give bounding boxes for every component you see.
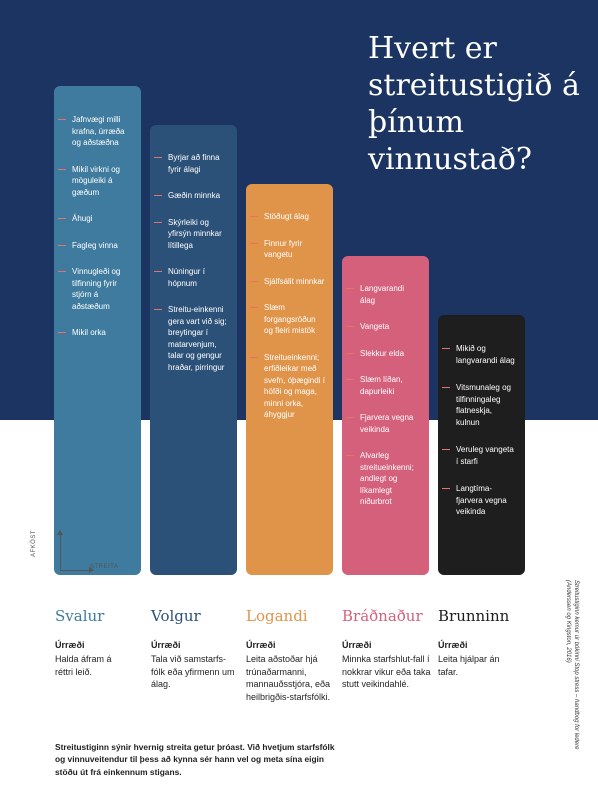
- list-item: Streitu-einkenni gera vart við sig; breytingar í matarvenjum, talar og gengur hraðar, pirringur: [150, 304, 237, 373]
- axis-label-horizontal: STREITA: [90, 564, 119, 570]
- resource-text-svalur: Halda áfram á réttri leið.: [55, 654, 112, 677]
- resource-text-logandi: Leita aðstoðar hjá trúnaðarmanni, mannauðsstjóra, eða heilbrigðis-starfsfólki.: [246, 654, 331, 702]
- list-item: Langtíma-fjarvera vegna veikinda: [438, 483, 525, 518]
- list-item: Streitueinkenni; erfiðleikar með svefn, óþægindi í höfði og maga, minni orka, áhyggjur: [246, 352, 333, 421]
- list-item: Slæm líðan, dapurleiki: [342, 374, 429, 397]
- list-item: Sjálfsálit minnkar: [246, 276, 333, 288]
- level-column-svalur: [54, 86, 141, 575]
- list-item: Langvarandi álag: [342, 283, 429, 306]
- list-item: Slæm forgangsröðun og fleiri mistök: [246, 302, 333, 337]
- level-column-logandi: [246, 184, 333, 575]
- list-item: Byrjar að finna fyrir álagi: [150, 152, 237, 175]
- resource-label: Úrræði: [246, 640, 276, 650]
- list-item: Alvarleg streitueinkenni; andlegt og líkamlegt niðurbrot: [342, 450, 429, 508]
- axis-vertical-line: [60, 534, 61, 571]
- page-title: Hvert er streitustigið á þínum vinnustað?: [368, 31, 580, 177]
- arrow-up-icon: [57, 530, 63, 535]
- level-column-brunninn: [438, 315, 525, 575]
- level-name-volgur: Volgur: [151, 607, 201, 625]
- axis-horizontal-line: [60, 570, 90, 571]
- list-item: Jafnvægi milli krafna, úrræða og aðstæðna: [54, 114, 141, 149]
- list-item: Vangeta: [342, 321, 429, 333]
- list-item: Finnur fyrir vangetu: [246, 238, 333, 261]
- list-item: Fjarvera vegna veikinda: [342, 412, 429, 435]
- level-name-svalur: Svalur: [55, 607, 105, 625]
- level-name-brunninn: Brunninn: [438, 607, 510, 625]
- resource-text-brunninn: Leita hjálpar án tafar.: [438, 654, 500, 677]
- resource-label: Úrræði: [438, 640, 468, 650]
- list-item: Núningur í hópnum: [150, 266, 237, 289]
- resource-label: Úrræði: [342, 640, 372, 650]
- list-item: Gæðin minnka: [150, 190, 237, 202]
- list-item: Vinnugleði og tilfinning fyrir stjórn á aðstæðum: [54, 266, 141, 312]
- list-item: Áhugi: [54, 213, 141, 225]
- list-item: Mikil orka: [54, 327, 141, 339]
- source-note: Streitustiginn kemur úr bókinni Stop stress – handbog for ledere (Anderssen og Kingston, 2016): [565, 580, 579, 750]
- level-column-braednadur: [342, 256, 429, 575]
- resource-label: Úrræði: [55, 640, 85, 650]
- resource-label: Úrræði: [151, 640, 181, 650]
- footer-text: Streitustiginn sýnir hvernig streita getur þróast. Við hvetjum starfsfólk og vinnuveitendur til þess að kynna sér hann vel og meta sína eigin stöðu út frá einkennum stigans.: [55, 742, 335, 777]
- list-item: Fagleg vinna: [54, 240, 141, 252]
- resource-text-volgur: Tala við samstarfs-fólk eða yfirmenn um álag.: [151, 654, 235, 689]
- list-item: Skýrleiki og yfirsýn minnkar lítillega: [150, 217, 237, 252]
- list-item: Mikil virkni og möguleiki á gæðum: [54, 164, 141, 199]
- resource-text-braednadur: Minnka starfshlut-fall í nokkrar vikur eða taka stutt veikindahlé.: [342, 654, 431, 689]
- axis-label-vertical: AFKÖST: [31, 529, 37, 557]
- level-name-braednadur: Bráðnaður: [342, 607, 423, 625]
- list-item: Slekkur elda: [342, 348, 429, 360]
- level-column-volgur: [150, 125, 237, 575]
- level-name-logandi: Logandi: [246, 607, 308, 625]
- list-item: Mikið og langvarandi álag: [438, 343, 525, 366]
- list-item: Vitsmunaleg og tilfinningaleg flatneskja, kulnun: [438, 382, 525, 428]
- list-item: Stöðugt álag: [246, 211, 333, 223]
- list-item: Veruleg vangeta í starfi: [438, 444, 525, 467]
